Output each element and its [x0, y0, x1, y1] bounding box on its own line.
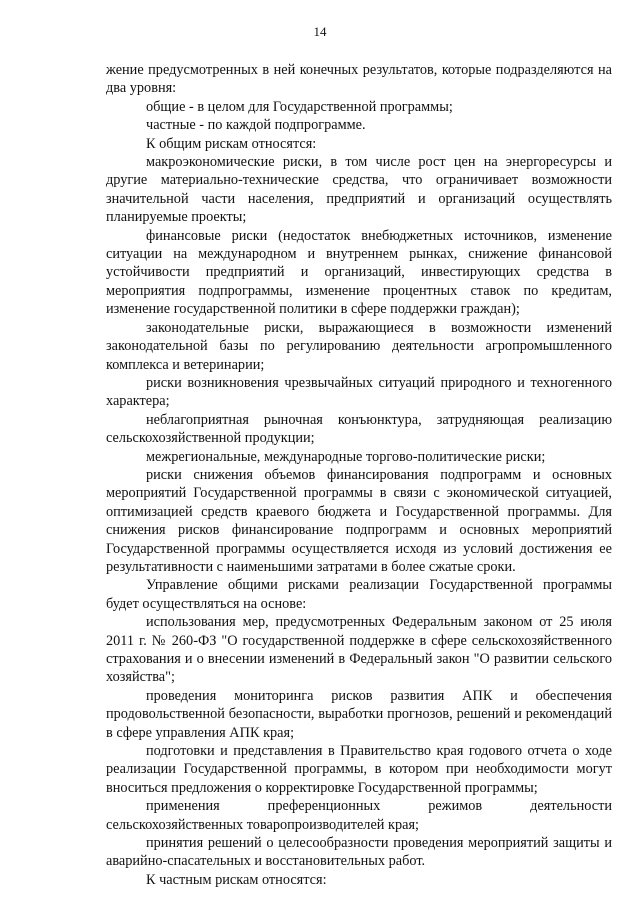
paragraph: К общим рискам относятся: [146, 135, 317, 152]
paragraph: подготовки и представления в Правительство края годового отчета о ходе реализации Государственной программы, в котором при необходимости могут вноситься предложения о корректировке Государственной программы; [106, 743, 612, 796]
paragraph: использования мер, предусмотренных Федеральным законом от 25 июля 2011 г. № 260-ФЗ "О государственной поддержке в сфере сельскохозяйственного страхования и о внесении изменений в Федеральный закон "О развитии сельского хозяйства"; [106, 614, 612, 686]
paragraph: Управление общими рисками реализации Государственной программы будет осуществляться на основе: [106, 577, 612, 612]
paragraph: риски снижения объемов финансирования подпрограмм и основных мероприятий Государственной программы в связи с экономической ситуацией, оптимизацией средств краевого бюджета и Государственной программы. Для снижения рисков финансирование подпрограмм и основных мероприятий Государственной программы осуществляется исходя из условий достижения ее результативности с наименьшими затратами в более сжатые сроки. [106, 466, 612, 575]
paragraph: применения преференционных режимов деятельности сельскохозяйственных товаропроизводителей края; [106, 798, 612, 833]
page-number: 14 [313, 24, 327, 39]
paragraph: проведения мониторинга рисков развития АПК и обеспечения продовольственной безопасности, выработки прогнозов, решений и рекомендаций в сфере управления АПК края; [106, 687, 612, 741]
paragraph: частные - по каждой подпрограмме. [146, 117, 366, 134]
paragraph: законодательные риски, выражающиеся в возможности изменений законодательной базы по регулированию деятельности агропромышленного комплекса и ветеринарии; [106, 319, 612, 373]
paragraph: К частным рискам относятся: [146, 871, 327, 888]
paragraph: общие - в целом для Государственной программы; [146, 98, 453, 115]
paragraph: жение предусмотренных в ней конечных результатов, которые подразделяются на два уровня: [106, 62, 612, 97]
paragraph: принятия решений о целесообразности проведения мероприятий защиты и аварийно-спасательных и восстановительных работ. [106, 835, 612, 870]
document-body [106, 61, 612, 889]
paragraph: неблагоприятная рыночная конъюнктура, затрудняющая реализацию сельскохозяйственной продукции; [106, 411, 612, 447]
paragraph: риски возникновения чрезвычайных ситуаций природного и техногенного характера; [106, 374, 612, 410]
paragraph: финансовые риски (недостаток внебюджетных источников, изменение ситуации на международном и внутреннем рынках, снижение финансовой устойчивости предприятий и организаций, инвестирующих средства в мероприятия подпрограммы, изменение процентных ставок по кредитам, изменение государственной политики в сфере поддержки граждан); [106, 227, 612, 318]
paragraph: межрегиональные, международные торгово-политические риски; [146, 448, 546, 465]
paragraph: макроэкономические риски, в том числе рост цен на энергоресурсы и другие материально-технические средства, что ограничивает возможности значительной части населения, предприятий и организаций осуществлять планируемые проекты; [106, 154, 612, 226]
